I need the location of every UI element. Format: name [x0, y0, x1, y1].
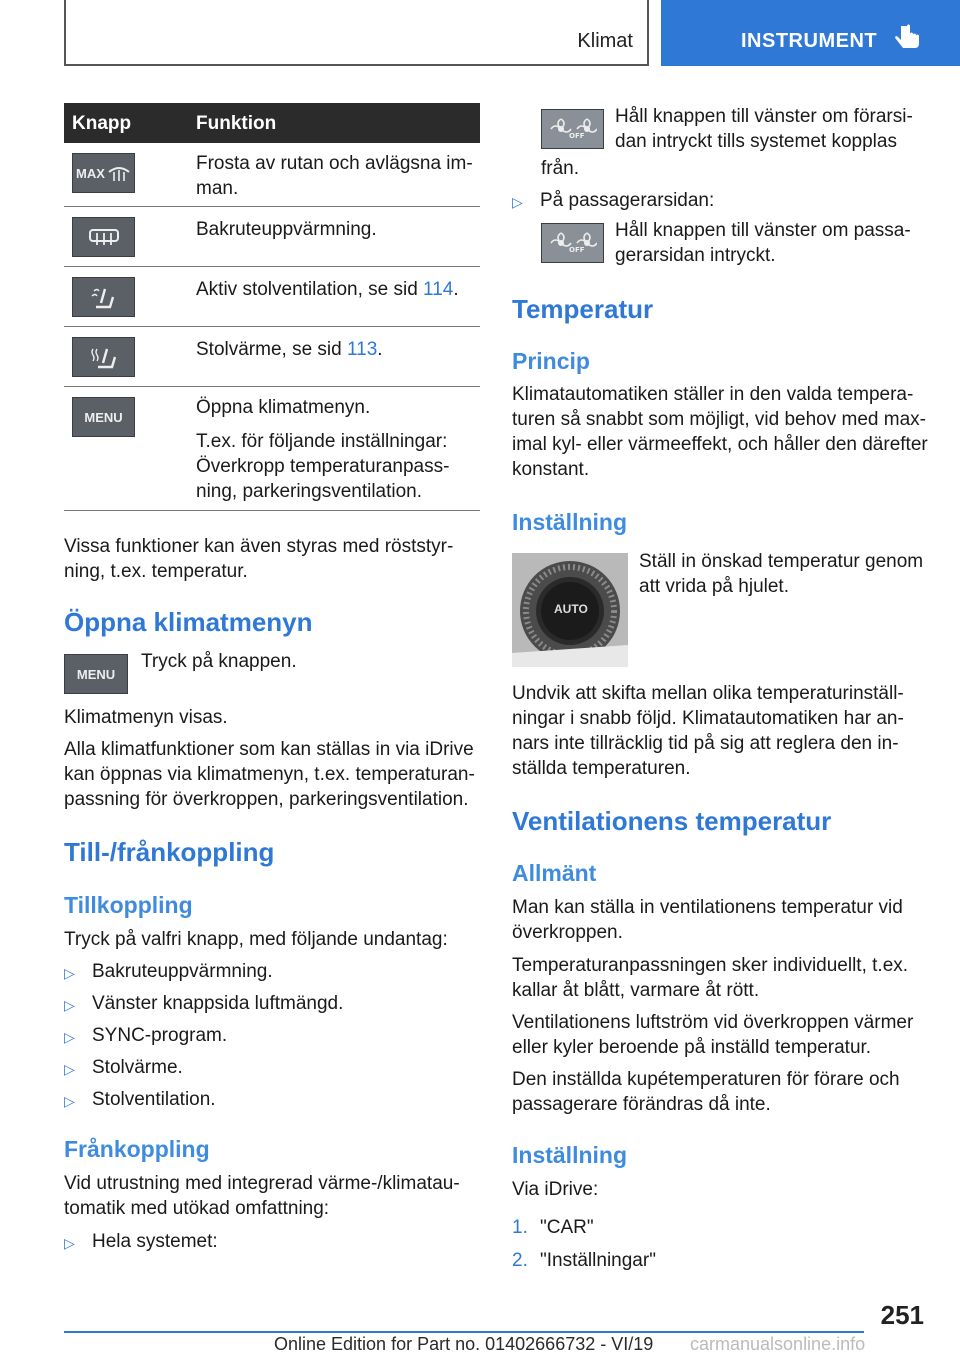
heading-setting: Inställning	[512, 509, 627, 535]
footer-edition: Online Edition for Part no. 01402666732 - VI/19	[274, 1334, 654, 1354]
page-ref-link[interactable]: 114	[423, 279, 454, 300]
heading-switch-on: Tillkoppling	[64, 892, 193, 918]
seat-ventilation-icon	[72, 277, 135, 317]
heading-general: Allmänt	[512, 860, 597, 886]
table-row-text: Aktiv stolventilation, se sid 114.	[196, 279, 459, 300]
general-text-1: Man kan ställa in ventilationens temperatur vid överkroppen.	[512, 897, 903, 943]
table-header	[64, 103, 480, 143]
table-row	[64, 207, 480, 267]
header-chapter-tab[interactable]	[661, 0, 960, 66]
hold-driver-text-end: från.	[541, 158, 580, 179]
menu-button-icon: MENU	[72, 397, 135, 437]
principle-text: Klimatautomatiken ställer in den valda tempera- turen så snabbt som möjligt, vid behov med max- imal kyl- eller värmeeffekt, och håller den därefter konstant.	[512, 384, 928, 480]
table-row	[64, 327, 480, 387]
switch-on-text: Tryck på valfri knapp, med följande undantag:	[64, 929, 448, 950]
table-col-funktion: Funktion	[196, 113, 277, 134]
fan-off-button-icon	[541, 109, 604, 149]
via-idrive-text: Via iDrive:	[512, 1179, 599, 1200]
table-row	[64, 143, 480, 207]
table-col-knapp: Knapp	[72, 113, 132, 134]
rear-window-heat-icon	[72, 217, 135, 257]
pointing-hand-icon	[895, 24, 921, 54]
header-section: Klimat	[577, 30, 633, 52]
header-section-box	[64, 0, 649, 66]
hold-driver-text: Håll knappen till vänster om förarsi- dan intryckt tills systemet kopplas	[615, 106, 913, 152]
table-row-text: Öppna klimatmenyn.	[196, 397, 371, 418]
footer-divider	[64, 1331, 864, 1333]
page-ref-link[interactable]: 113	[347, 339, 378, 360]
temperature-knob-image	[512, 553, 628, 667]
watermark: carmanualsonline.info	[690, 1334, 866, 1354]
press-button-text: Tryck på knappen.	[141, 651, 297, 672]
heading-on-off: Till-/frånkoppling	[64, 837, 275, 867]
max-defrost-icon: MAX	[72, 153, 135, 193]
heading-ventilation-temperature: Ventilationens temperatur	[512, 806, 832, 836]
svg-text:OFF: OFF	[568, 132, 585, 140]
page-number: 251	[880, 1300, 924, 1330]
switch-off-text: Vid utrustning med integrerad värme-/klimatau- tomatik med utökad omfattning:	[64, 1173, 460, 1219]
table-row-text: Frosta av rutan och avlägsna im- man.	[196, 153, 473, 199]
heading-temperature: Temperatur	[512, 294, 654, 324]
general-text-2: Temperaturanpassningen sker individuellt, t.ex. kallar åt blått, varmare åt rött.	[512, 955, 909, 1001]
knob-auto-label: AUTO	[554, 602, 588, 616]
general-text-3: Ventilationens luftström vid överkroppen värmer eller kyler beroende på inställd temperatur.	[512, 1012, 914, 1058]
table-row-text: Stolvärme, se sid 113.	[196, 339, 383, 360]
fan-off-button-icon	[541, 223, 604, 263]
table-row-text: Bakruteuppvärmning.	[196, 219, 377, 240]
table-row-subtext: T.ex. för följande inställningar: Överkropp temperaturanpass- ning, parkeringsventilation.	[196, 431, 450, 502]
idrive-functions-text: Alla klimatfunktioner som kan ställas in via iDrive kan öppnas via klimatmenyn, t.ex. temperaturan- passning för överkroppen, parkeringsventilation.	[64, 739, 475, 810]
seat-heating-icon	[72, 337, 135, 377]
svg-text:OFF: OFF	[568, 246, 585, 254]
heading-principle: Princip	[512, 348, 590, 374]
header-chapter: INSTRUMENT	[741, 30, 878, 52]
menu-button-icon: MENU	[64, 654, 128, 694]
general-text-4: Den inställda kupétemperaturen för förare och passagerare förändras då inte.	[512, 1069, 900, 1115]
voice-control-note: Vissa funktioner kan även styras med röststyr- ning, t.ex. temperatur.	[64, 536, 454, 582]
button-function-table	[64, 103, 480, 511]
hold-passenger-text: Håll knappen till vänster om passa- gerarsidan intryckt.	[615, 220, 911, 266]
heading-switch-off: Frånkoppling	[64, 1136, 210, 1162]
avoid-switching-text: Undvik att skifta mellan olika temperaturinställ- ningar i snabb följd. Klimatautomatiken har an- nars inte tillräcklig tid på sig att reglera den in- ställda temperaturen.	[512, 683, 904, 779]
table-row	[64, 267, 480, 327]
heading-setting-2: Inställning	[512, 1142, 627, 1168]
setting-text: Ställ in önskad temperatur genom att vrida på hjulet.	[639, 551, 924, 597]
heading-open-climate-menu: Öppna klimatmenyn	[64, 607, 313, 637]
table-row	[64, 387, 480, 511]
menu-shown-text: Klimatmenyn visas.	[64, 707, 228, 728]
